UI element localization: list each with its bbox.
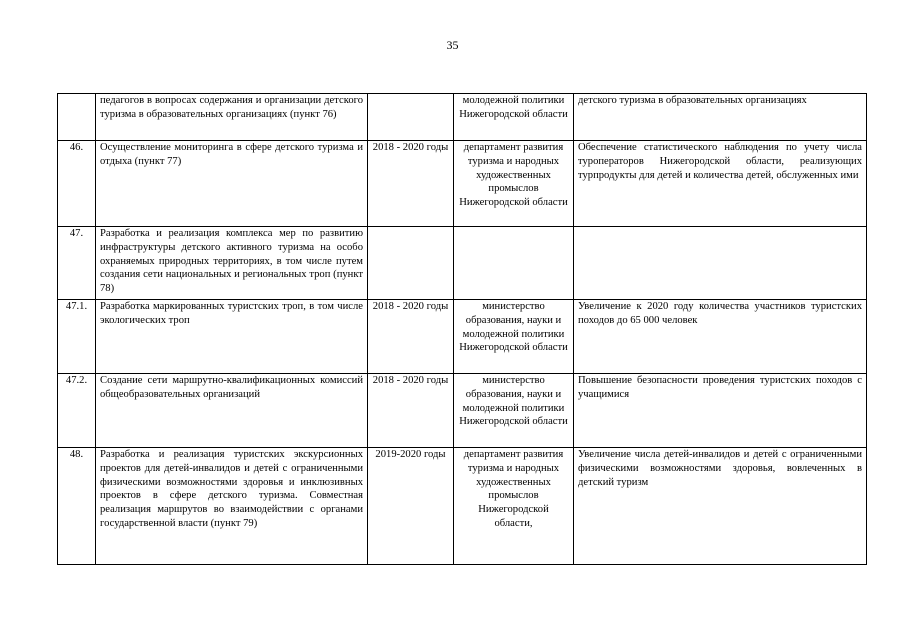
- result-cell: [574, 227, 867, 300]
- table-row: [58, 300, 867, 374]
- table-row: [58, 227, 867, 300]
- row-number-cell: 47.1.: [58, 300, 96, 374]
- result-cell: Обеспечение статистического наблюдения по учету числа туроператоров Нижегородской области, реализующих турпродукты для детей и количества детей, обслуженных ими: [574, 141, 867, 227]
- term-cell: 2018 - 2020 годы: [368, 374, 454, 448]
- executor-cell: департамент развития туризма и народных художественных промыслов Нижегородской области: [454, 141, 574, 227]
- table-row: [58, 141, 867, 227]
- term-cell: 2018 - 2020 годы: [368, 141, 454, 227]
- row-number-cell: 46.: [58, 141, 96, 227]
- table-row: [58, 94, 867, 141]
- task-cell: Разработка и реализация комплекса мер по развитию инфраструктуры детского активного туризма на особо охраняемых природных территориях, в том числе путем создания сети национальных и региональных троп (пункт 78): [96, 227, 368, 300]
- term-cell: 2019-2020 годы: [368, 448, 454, 565]
- executor-cell: министерство образования, науки и молодежной политики Нижегородской области: [454, 374, 574, 448]
- result-cell: детского туризма в образовательных организациях: [574, 94, 867, 141]
- result-cell: Повышение безопасности проведения туристских походов с учащимися: [574, 374, 867, 448]
- result-cell: Увеличение числа детей-инвалидов и детей с ограниченными физическими возможностями здоровья, вовлеченных в детский туризм: [574, 448, 867, 565]
- task-cell: Разработка маркированных туристских троп, в том числе экологических троп: [96, 300, 368, 374]
- term-cell: 2018 - 2020 годы: [368, 300, 454, 374]
- term-cell: [368, 94, 454, 141]
- row-number-cell: 47.2.: [58, 374, 96, 448]
- term-cell: [368, 227, 454, 300]
- executor-cell: молодежной политики Нижегородской области: [454, 94, 574, 141]
- task-cell: Разработка и реализация туристских экскурсионных проектов для детей-инвалидов и детей с ограниченными физическими возможностями здоровья и инклюзивных проектов в сфере детского туризма. Совместная реализация маршрутов во взаимодействии с органами государственной власти (пункт 79): [96, 448, 368, 565]
- executor-cell: [454, 227, 574, 300]
- row-number-cell: 48.: [58, 448, 96, 565]
- table-row: [58, 448, 867, 565]
- result-cell: Увеличение к 2020 году количества участников туристских походов до 65 000 человек: [574, 300, 867, 374]
- row-number-cell: 47.: [58, 227, 96, 300]
- table-row: [58, 374, 867, 448]
- page-number: 35: [446, 38, 459, 52]
- row-number-cell: [58, 94, 96, 141]
- executor-cell: министерство образования, науки и молодежной политики Нижегородской области: [454, 300, 574, 374]
- task-cell: Создание сети маршрутно-квалификационных комиссий общеобразовательных организаций: [96, 374, 368, 448]
- task-cell: педагогов в вопросах содержания и организации детского туризма в образовательных организациях (пункт 76): [96, 94, 368, 141]
- executor-cell: департамент развития туризма и народных художественных промыслов Нижегородской области,: [454, 448, 574, 565]
- task-cell: Осуществление мониторинга в сфере детского туризма и отдыха (пункт 77): [96, 141, 368, 227]
- action-plan-table: [57, 93, 867, 565]
